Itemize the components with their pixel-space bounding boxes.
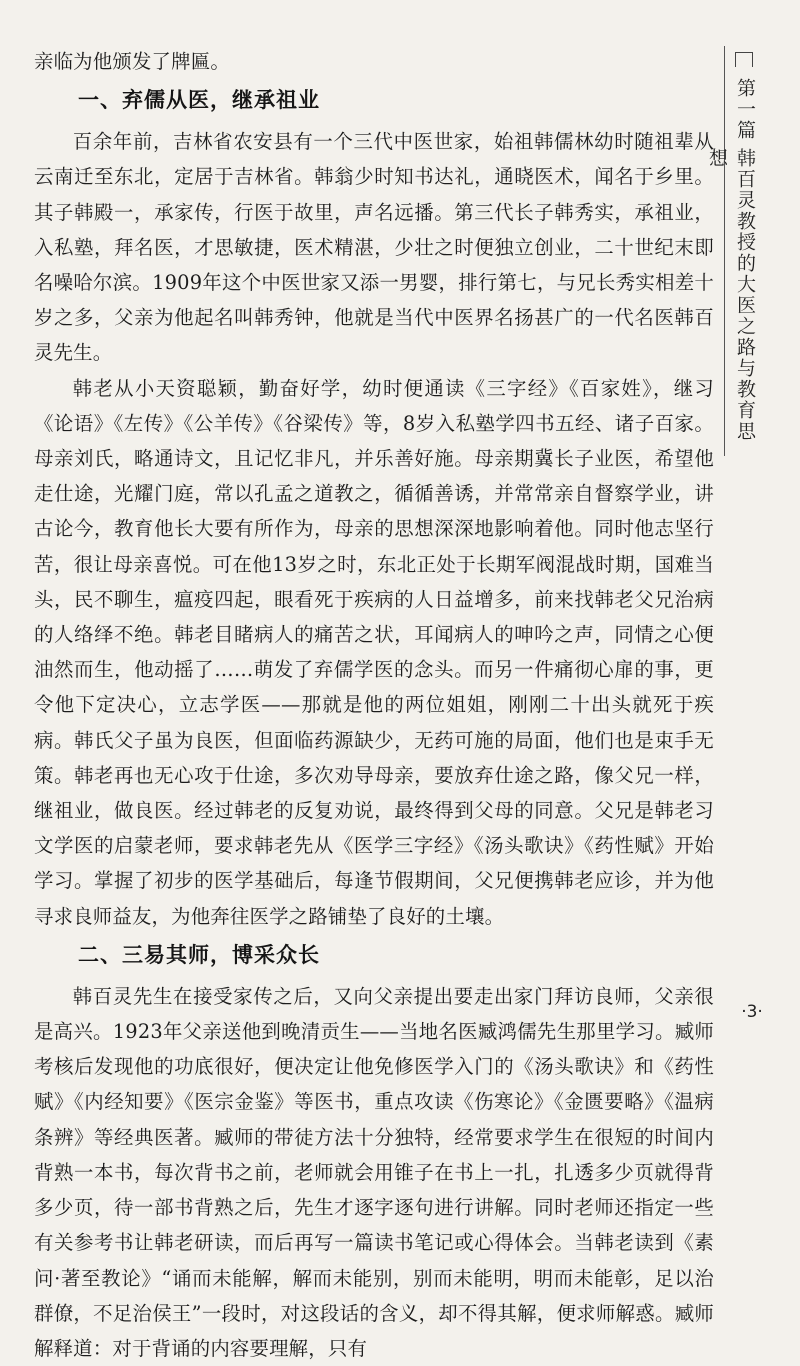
paragraph-continued: 亲临为他颁发了牌匾。 — [34, 50, 230, 73]
main-text — [34, 44, 714, 1366]
paragraph-family-history: 百余年前，吉林省农安县有一个三代中医世家，始祖韩儒林幼时随祖辈从云南迁至东北，定居于吉林省。韩翁少时知书达礼，通晓医术，闻名于乡里。其子韩殿一，承家传，行医于故里，声名远播。第三代长子韩秀实，承祖业，入私塾，拜名医，才思敏捷，医术精湛，少壮之时便独立创业，二十世纪末即名噪哈尔滨。1909年这个中医世家又添一男婴，排行第七，与兄长秀实相差十岁之多，父亲为他起名叫韩秀钟，他就是当代中医界名扬甚广的一代名医韩百灵先生。 — [34, 130, 714, 365]
page-number: ·3· — [741, 1002, 763, 1022]
bracket-icon — [735, 52, 753, 67]
section-heading-1: 一、弃儒从医，继承祖业 — [78, 88, 320, 113]
section-heading-2: 二、三易其师，博采众长 — [78, 942, 320, 967]
part-title: 韩百灵教授的大医之路与教育思想 — [706, 148, 756, 442]
running-header-sidebar — [706, 46, 765, 456]
paragraph-childhood: 韩老从小天资聪颖，勤奋好学，幼时便通读《三字经》《百家姓》，继习《论语》《左传》《公羊传》《谷梁传》等，8岁入私塾学四书五经、诸子百家。母亲刘氏，略通诗文，且记忆非凡，并乐善好施。母亲期冀长子业医，希望他走仕途，光耀门庭，常以孔孟之道教之，循循善诱，并常常亲自督察学业，讲古论今，教育他长大要有所作为，母亲的思想深深地影响着他。同时他志坚行苦，很让母亲喜悦。可在他13岁之时，东北正处于长期军阀混战时期，国难当头，民不聊生，瘟疫四起，眼看死于疾病的人日益增多，前来找韩老父兄治病的人络绎不绝。韩老目睹病人的痛苦之状，耳闻病人的呻吟之声，同情之心便油然而生，他动摇了……萌发了弃儒学医的念头。而另一件痛彻心扉的事，更令他下定决心，立志学医——那就是他的两位姐姐，刚刚二十出头就死于疾病。韩氏父子虽为良医，但面临药源缺少，无药可施的局面，他们也是束手无策。韩老再也无心攻于仕途，多次劝导母亲，要放弃仕途之路，像父兄一样，继祖业，做良医。经过韩老的反复劝说，最终得到父母的同意。父兄是韩老习文学医的启蒙老师，要求韩老先从《医学三字经》《汤头歌诀》《药性赋》开始学习。掌握了初步的医学基础后，每逢节假期间，父兄便携韩老应诊，并为他寻求良师益友，为他奔往医学之路铺垫了良好的土壤。 — [34, 376, 714, 928]
paragraph-teachers: 韩百灵先生在接受家传之后，又向父亲提出要走出家门拜访良师，父亲很是高兴。1923年父亲送他到晚清贡生——当地名医臧鸿儒先生那里学习。臧师考核后发现他的功底很好，便决定让他免修医学入门的《汤头歌诀》和《药性赋》《内经知要》《医宗金鉴》等医书，重点攻读《伤寒论》《金匮要略》《温病条辨》等经典医著。臧师的带徒方法十分独特，经常要求学生在很短的时间内背熟一本书，每次背书之前，老师就会用锥子在书上一扎，扎透多少页就得背多少页，待一部书背熟之后，先生才逐字逐句进行讲解。同时老师还指定一些有关参考书让韩老研读，而后再写一篇读书笔记或心得体会。当韩老读到《素问·著至教论》“诵而未能解，解而未能别，别而未能明，明而未能彰，足以治群僚，不足治侯王”一段时，对这段话的含义，却不得其解，便求师解惑。臧师解释道：对于背诵的内容要理解，只有 — [34, 984, 714, 1360]
part-label: 第一篇 — [734, 78, 756, 141]
